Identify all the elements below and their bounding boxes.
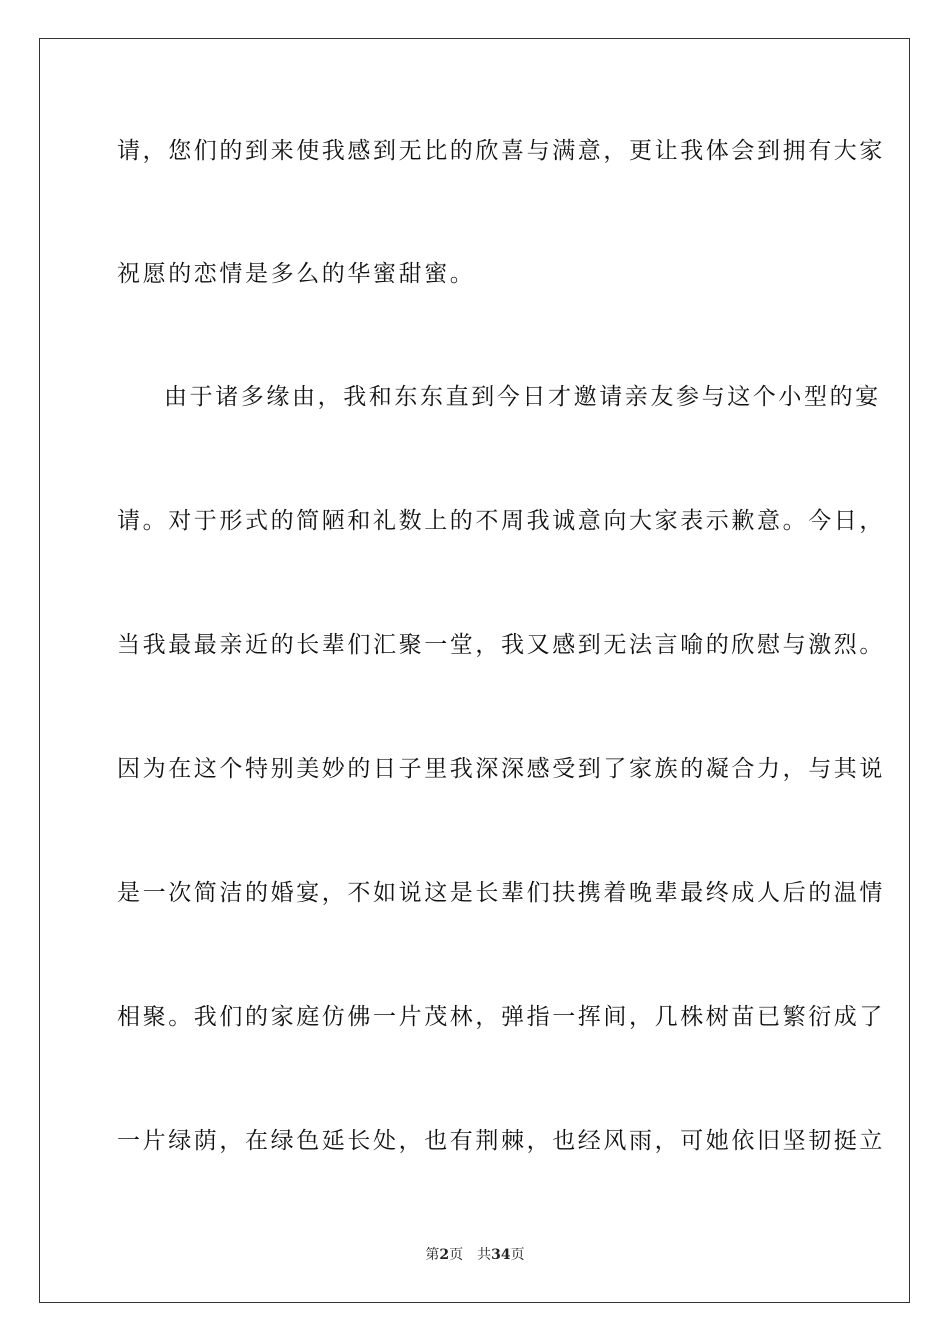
body-line-8: 相聚。我们的家庭仿佛一片茂林，弹指一挥间，几株树苗已繁衍成了	[117, 1004, 885, 1030]
page-number: 2	[439, 1247, 450, 1263]
body-line-1: 请，您们的到来使我感到无比的欣喜与满意，更让我体会到拥有大家	[117, 138, 885, 164]
body-line-2: 祝愿的恋情是多么的华蜜甜蜜。	[117, 261, 476, 287]
body-line-3: 由于诸多缘由，我和东东直到今日才邀请亲友参与这个小型的宴	[164, 384, 881, 410]
body-line-7: 是一次简洁的婚宴，不如说这是长辈们扶携着晚辈最终成人后的温情	[117, 880, 885, 906]
page-suffix: 页	[449, 1247, 464, 1263]
page-prefix: 第	[425, 1247, 440, 1263]
total-prefix: 共	[477, 1247, 492, 1263]
body-line-5: 当我最最亲近的长辈们汇聚一堂，我又感到无法言喻的欣慰与激烈。	[117, 632, 885, 658]
page-border	[39, 38, 910, 1303]
body-line-6: 因为在这个特别美妙的日子里我深深感受到了家族的凝合力，与其说	[117, 756, 885, 782]
body-line-4: 请。对于形式的简陋和礼数上的不周我诚意向大家表示歉意。今日，	[117, 508, 885, 534]
body-line-9: 一片绿荫，在绿色延长处，也有荆棘，也经风雨，可她依旧坚韧挺立	[117, 1128, 885, 1154]
total-suffix: 页	[510, 1247, 525, 1263]
page-footer	[0, 1246, 950, 1264]
total-pages: 34	[491, 1247, 511, 1263]
